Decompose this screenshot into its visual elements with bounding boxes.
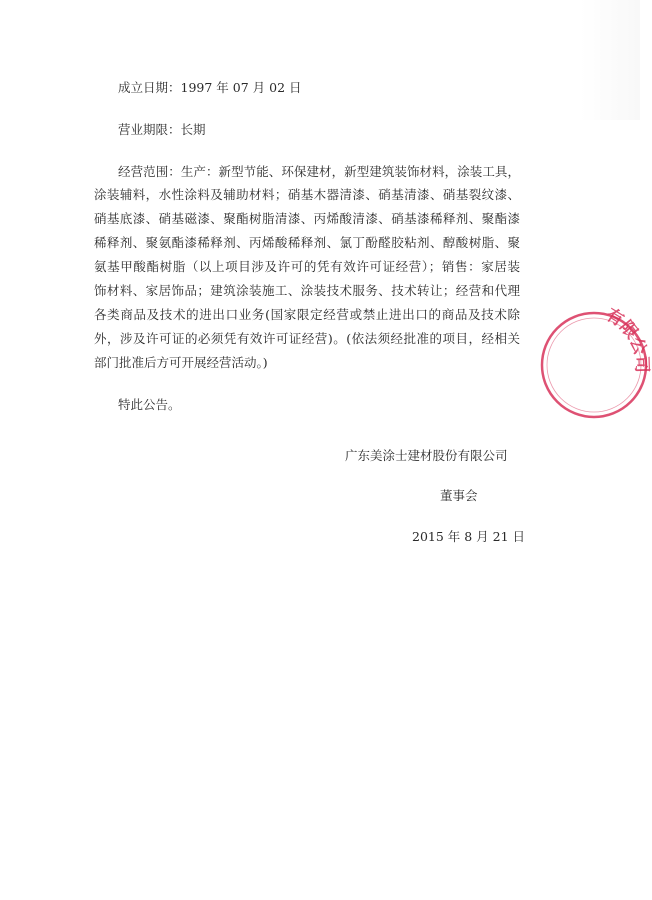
scope-line: 涂装辅料，水性涂料及辅助材料；硝基木器清漆、硝基清漆、硝基裂纹漆、 (94, 187, 520, 202)
business-term (118, 122, 206, 138)
seal-text: 有限公司 (602, 304, 652, 374)
company-seal-stamp (532, 300, 652, 430)
scope-line: 各类商品及技术的进出口业务(国家限定经营或禁止进出口的商品及技术除 (94, 307, 520, 322)
establishment-date (118, 80, 302, 96)
scope-line: 稀释剂、聚氨酯漆稀释剂、丙烯酸稀释剂、氯丁酚醛胶粘剂、醇酸树脂、聚 (94, 235, 520, 250)
svg-text:有限公司 (602, 304, 652, 373)
scope-line: 氨基甲酸酯树脂（以上项目涉及许可的凭有效许可证经营）；销售：家居装 (94, 259, 520, 274)
scope-line: 外，涉及许可证的必须凭有效许可证经营)。(依法须经批准的项目，经相关 (94, 331, 520, 346)
closing-text: 特此公告。 (118, 397, 181, 412)
board-name: 董事会 (440, 488, 478, 503)
scope-line: 部门批准后方可开展经营活动。) (94, 355, 268, 370)
term-label: 营业期限： (118, 122, 181, 137)
establishment-value: 1997 年 07 月 02 日 (180, 80, 302, 95)
term-value: 长期 (180, 122, 206, 137)
signature-date: 2015 年 8 月 21 日 (412, 529, 526, 544)
scope-line: 经营范围：生产：新型节能、环保建材，新型建筑装饰材料，涂装工具， (118, 164, 520, 179)
scope-line: 饰材料、家居饰品；建筑涂装施工、涂装技术服务、技术转让；经营和代理 (94, 283, 520, 298)
establishment-label: 成立日期： (118, 80, 181, 95)
scan-shadow (580, 0, 640, 120)
scope-line: 硝基底漆、硝基磁漆、聚酯树脂清漆、丙烯酸清漆、硝基漆稀释剂、聚酯漆 (94, 211, 520, 226)
company-name: 广东美涂士建材股份有限公司 (345, 448, 508, 463)
